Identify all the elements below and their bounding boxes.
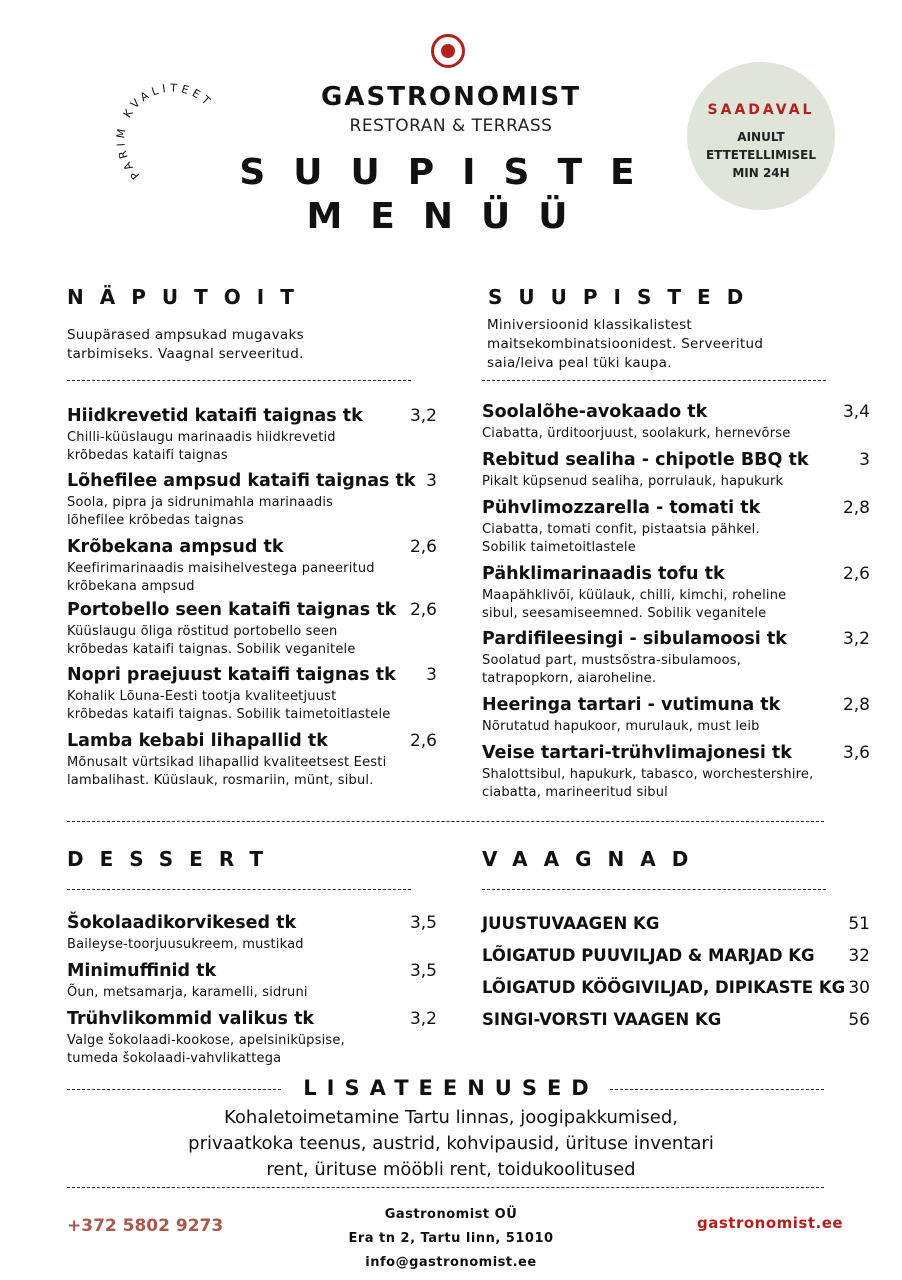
brand-name: GASTRONOMIST bbox=[321, 82, 581, 112]
badge-line: MIN 24H bbox=[732, 166, 790, 180]
menu-item: Heeringa tartari - vutimuna tk 2,8 Nõrutatud hapukoor, murulauk, must leib bbox=[482, 695, 870, 734]
menu-item: Šokolaadikorvikesed tk 3,5 Baileyse-toorjuusukreem, mustikad bbox=[67, 913, 437, 952]
dashed-divider bbox=[67, 821, 824, 822]
phone-number[interactable]: +372 5802 9273 bbox=[67, 1216, 224, 1236]
menu-title-line1: SUUPISTE bbox=[239, 152, 663, 193]
platter-item: JUUSTUVAAGEN KG 51 bbox=[482, 914, 870, 934]
dashed-divider bbox=[67, 380, 411, 381]
section-title-lisateenused: LISATEENUSED bbox=[303, 1076, 599, 1100]
section-intro-suupisted: Miniversioonid klassikalistest maitsekombinatsioonidest. Serveeritud saia/leiva peal tüki kaupa. bbox=[487, 317, 764, 371]
brand-subtitle: RESTORAN & TERRASS bbox=[349, 116, 553, 136]
section-title-suupisted: SUUPISTED bbox=[488, 285, 760, 309]
availability-badge bbox=[687, 62, 835, 210]
company-name: Gastronomist OÜ bbox=[384, 1207, 518, 1222]
badge-line: AINULT bbox=[737, 130, 785, 144]
address: Era tn 2, Tartu linn, 51010 bbox=[348, 1231, 554, 1246]
menu-item: Minimuffinid tk 3,5 Õun, metsamarja, karamelli, sidruni bbox=[67, 961, 437, 1000]
menu-item: Trühvlikommid valikus tk 3,2 Valge šokolaadi-kookose, apelsiniküpsise, tumeda šokolaadi-vahvlikattega bbox=[67, 1009, 437, 1066]
menu-item: Krõbekana ampsud tk 2,6 Keefirimarinaadis maisihelvestega paneeritud krõbekana ampsud bbox=[67, 537, 437, 594]
menu-title-line2: MENÜÜ bbox=[306, 196, 596, 237]
section-intro-naputoit: Suupärased ampsukad mugavaks tarbimiseks. Vaagnal serveeritud. bbox=[67, 327, 304, 362]
dashed-divider bbox=[67, 1187, 824, 1188]
dashed-divider bbox=[482, 380, 826, 381]
menu-item: Veise tartari-trühvlimajonesi tk 3,6 Shalottsibul, hapukurk, tabasco, worchestershire, ciabatta, marineeritud sibul bbox=[482, 743, 870, 800]
email-link[interactable]: info@gastronomist.ee bbox=[365, 1255, 537, 1270]
menu-item: Hiidkrevetid kataifi taignas tk 3,2 Chilli-küüslaugu marinaadis hiidkrevetid krõbedas kataifi taignas bbox=[67, 406, 437, 463]
menu-item: Lamba kebabi lihapallid tk 2,6 Mõnusalt vürtsikad lihapallid kvaliteetsest Eesti lambalihast. Küüslauk, rosmariin, münt, sibul. bbox=[67, 731, 437, 788]
menu-item: Soolalõhe-avokaado tk 3,4 Ciabatta, ürditoorjuust, soolakurk, hernevõrse bbox=[482, 402, 870, 441]
dashed-divider bbox=[67, 889, 411, 890]
logo-dot-icon bbox=[441, 44, 455, 58]
extras-description: Kohaletoimetamine Tartu linnas, joogipakkumised, privaatkoka teenus, austrid, kohvipausid, ürituse inventari rent, ürituse mööbli rent, toidukoolitused bbox=[188, 1107, 714, 1180]
menu-item: Pardifileesingi - sibulamoosi tk 3,2 Soolatud part, mustsõstra-sibulamoos, tatrapopkorn, aiaroheline. bbox=[482, 629, 870, 686]
platter-item: SINGI-VORSTI VAAGEN KG 56 bbox=[482, 1010, 870, 1030]
website-link[interactable]: gastronomist.ee bbox=[697, 1214, 844, 1232]
menu-item: Nopri praejuust kataifi taignas tk 3 Kohalik Lõuna-Eesti tootja kvaliteetjuust krõbedas kataifi taignas. Sobilik taimetoitlastele bbox=[67, 665, 437, 722]
dashed-divider bbox=[482, 889, 826, 890]
section-title-naputoit: NÄPUTOIT bbox=[67, 285, 310, 309]
section-title-dessert: DESSERT bbox=[67, 847, 279, 871]
menu-item: Portobello seen kataifi taignas tk 2,6 Küüslaugu õliga röstitud portobello seen krõbedas kataifi taignas. Sobilik veganitele bbox=[67, 600, 437, 657]
platter-item: LÕIGATUD PUUVILJAD & MARJAD KG 32 bbox=[482, 946, 870, 966]
menu-item: Pühvlimozzarella - tomati tk 2,8 Ciabatta, tomati confit, pistaatsia pähkel. Sobilik taimetoitlastele bbox=[482, 498, 870, 555]
menu-item: Lõhefilee ampsud kataifi taignas tk 3 Soola, pipra ja sidrunimahla marinaadis lõhefilee krõbedas taignas bbox=[67, 471, 437, 528]
menu-item: Rebitud sealiha - chipotle BBQ tk 3 Pikalt küpsenud sealiha, porrulauk, hapukurk bbox=[482, 450, 870, 489]
badge-line: ETTETELLIMISEL bbox=[705, 148, 817, 162]
badge-title: SAADAVAL bbox=[707, 102, 815, 118]
menu-item: Pähklimarinaadis tofu tk 2,6 Maapähklivõi, küülauk, chilli, kimchi, roheline sibul, seesamiseemned. Sobilik veganitele bbox=[482, 564, 870, 621]
arc-text: PARIM KVALITEET bbox=[114, 81, 216, 182]
platter-item: LÕIGATUD KÖÖGIVILJAD, DIPIKASTE KG 30 bbox=[482, 978, 870, 998]
section-title-vaagnad: VAAGNAD bbox=[482, 847, 705, 871]
